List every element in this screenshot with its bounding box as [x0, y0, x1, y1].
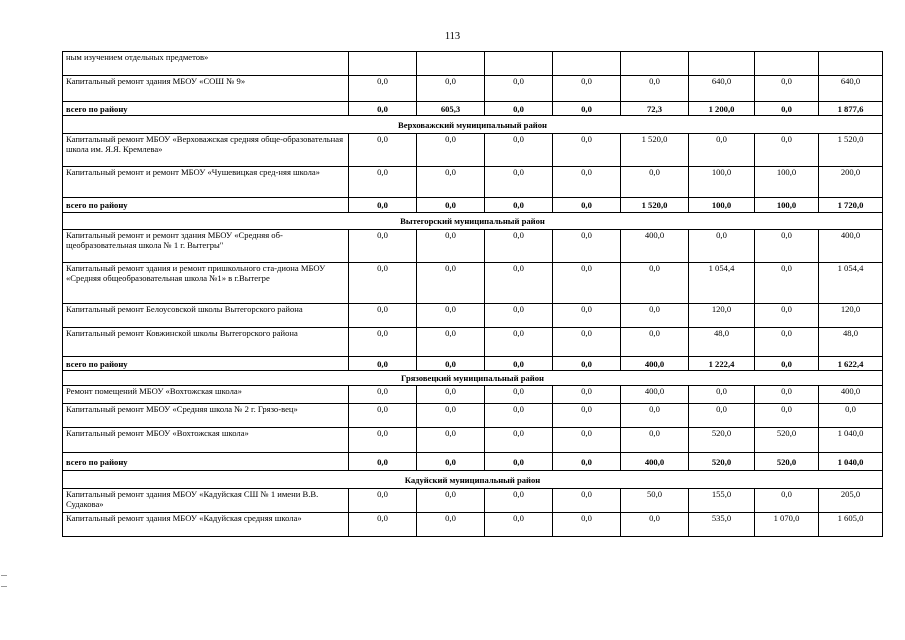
amount-cell: 0,0 [553, 263, 621, 304]
amount-cell: 0,0 [755, 489, 819, 513]
amount-cell: 0,0 [755, 357, 819, 371]
amount-cell: 0,0 [349, 304, 417, 328]
amount-cell: 0,0 [417, 357, 485, 371]
amount-cell: 1 200,0 [689, 102, 755, 116]
amount-cell: 0,0 [553, 428, 621, 453]
amount-cell: 1 520,0 [621, 198, 689, 213]
amount-cell: 520,0 [755, 453, 819, 471]
project-name: ным изучением отдельных предметов» [63, 52, 349, 76]
table-row [63, 230, 883, 263]
amount-cell: 520,0 [755, 428, 819, 453]
amount-cell: 205,0 [819, 489, 883, 513]
amount-cell: 72,3 [621, 102, 689, 116]
amount-cell: 0,0 [417, 263, 485, 304]
amount-cell: 0,0 [621, 167, 689, 198]
amount-cell: 0,0 [553, 489, 621, 513]
amount-cell: 520,0 [689, 453, 755, 471]
amount-cell: 0,0 [553, 198, 621, 213]
amount-cell: 0,0 [417, 134, 485, 167]
amount-cell: 0,0 [417, 304, 485, 328]
district-header-row [63, 116, 883, 134]
amount-cell: 0,0 [349, 357, 417, 371]
amount-cell: 0,0 [755, 76, 819, 102]
amount-cell: 1 222,4 [689, 357, 755, 371]
project-name: Капитальный ремонт здания и ремонт пришкольного ста-диона МБОУ «Средняя общеобразовательная школа №1» в г.Вытегре [63, 263, 349, 304]
district-name: Кадуйский муниципальный район [63, 471, 883, 489]
amount-cell: 0,0 [417, 198, 485, 213]
project-name: Капитальный ремонт МБОУ «Вохтожская школа» [63, 428, 349, 453]
amount-cell: 155,0 [689, 489, 755, 513]
amount-cell: 640,0 [819, 76, 883, 102]
amount-cell: 0,0 [553, 357, 621, 371]
total-label: всего по району [63, 453, 349, 471]
amount-cell [417, 52, 485, 76]
amount-cell: 0,0 [349, 489, 417, 513]
amount-cell: 0,0 [417, 428, 485, 453]
amount-cell: 520,0 [689, 428, 755, 453]
amount-cell: 0,0 [553, 102, 621, 116]
amount-cell: 0,0 [485, 428, 553, 453]
project-name: Капитальный ремонт МБОУ «Верховажская средняя обще-образовательная школа им. Я.Я. Кремлева» [63, 134, 349, 167]
amount-cell: 0,0 [485, 167, 553, 198]
amount-cell: 0,0 [417, 76, 485, 102]
amount-cell: 0,0 [485, 230, 553, 263]
amount-cell: 0,0 [349, 428, 417, 453]
amount-cell: 400,0 [621, 230, 689, 263]
amount-cell: 0,0 [621, 428, 689, 453]
amount-cell: 0,0 [755, 263, 819, 304]
amount-cell: 0,0 [819, 404, 883, 428]
amount-cell: 0,0 [349, 198, 417, 213]
amount-cell: 0,0 [755, 230, 819, 263]
amount-cell: 0,0 [417, 386, 485, 404]
amount-cell: 400,0 [621, 453, 689, 471]
amount-cell: 0,0 [349, 102, 417, 116]
amount-cell: 0,0 [621, 328, 689, 357]
amount-cell: 0,0 [755, 304, 819, 328]
amount-cell: 0,0 [689, 386, 755, 404]
amount-cell: 640,0 [689, 76, 755, 102]
amount-cell: 1 520,0 [621, 134, 689, 167]
amount-cell: 0,0 [553, 167, 621, 198]
project-name: Капитальный ремонт и ремонт МБОУ «Чушевицкая сред-няя школа» [63, 167, 349, 198]
amount-cell: 0,0 [485, 386, 553, 404]
amount-cell: 1 605,0 [819, 513, 883, 537]
amount-cell: 0,0 [485, 404, 553, 428]
amount-cell: 0,0 [417, 404, 485, 428]
amount-cell: 100,0 [689, 167, 755, 198]
project-name: Капитальный ремонт МБОУ «Средняя школа № 2 г. Грязо-вец» [63, 404, 349, 428]
project-name: Капитальный ремонт здания МБОУ «Кадуйская СШ № 1 имени В.В. Судакова» [63, 489, 349, 513]
amount-cell: 0,0 [755, 404, 819, 428]
table-row [63, 304, 883, 328]
amount-cell [553, 52, 621, 76]
amount-cell: 0,0 [349, 134, 417, 167]
amount-cell: 0,0 [417, 453, 485, 471]
amount-cell: 0,0 [485, 304, 553, 328]
amount-cell: 0,0 [621, 404, 689, 428]
amount-cell: 400,0 [621, 357, 689, 371]
amount-cell: 0,0 [621, 513, 689, 537]
amount-cell: 0,0 [689, 134, 755, 167]
table-row [63, 76, 883, 102]
amount-cell: 1 054,4 [819, 263, 883, 304]
amount-cell: 0,0 [621, 76, 689, 102]
amount-cell: 0,0 [417, 167, 485, 198]
amount-cell: 48,0 [819, 328, 883, 357]
amount-cell: 0,0 [349, 513, 417, 537]
table-row [63, 328, 883, 357]
amount-cell: 0,0 [621, 263, 689, 304]
amount-cell: 0,0 [553, 404, 621, 428]
amount-cell: 400,0 [819, 386, 883, 404]
amount-cell: 0,0 [755, 328, 819, 357]
amount-cell: 0,0 [485, 328, 553, 357]
district-total-row [63, 357, 883, 371]
amount-cell: 100,0 [755, 167, 819, 198]
amount-cell: 48,0 [689, 328, 755, 357]
total-label: всего по району [63, 357, 349, 371]
district-name: Вытегорский муниципальный район [63, 213, 883, 230]
amount-cell [349, 52, 417, 76]
amount-cell: 0,0 [553, 386, 621, 404]
project-name: Капитальный ремонт здания МБОУ «СОШ № 9» [63, 76, 349, 102]
project-name: Капитальный ремонт Ковжинской школы Вытегорского района [63, 328, 349, 357]
amount-cell: 0,0 [485, 134, 553, 167]
table-row [63, 134, 883, 167]
amount-cell: 0,0 [553, 453, 621, 471]
amount-cell: 0,0 [349, 328, 417, 357]
amount-cell [485, 52, 553, 76]
amount-cell [819, 52, 883, 76]
amount-cell: 0,0 [689, 230, 755, 263]
amount-cell: 120,0 [819, 304, 883, 328]
project-name: Капитальный ремонт здания МБОУ «Кадуйская средняя школа» [63, 513, 349, 537]
amount-cell: 0,0 [553, 513, 621, 537]
amount-cell: 400,0 [819, 230, 883, 263]
scan-edge-mark [1, 586, 7, 587]
amount-cell: 0,0 [755, 102, 819, 116]
amount-cell: 0,0 [553, 76, 621, 102]
amount-cell: 0,0 [621, 304, 689, 328]
amount-cell: 100,0 [689, 198, 755, 213]
amount-cell [689, 52, 755, 76]
amount-cell [755, 52, 819, 76]
table-row [63, 513, 883, 537]
amount-cell: 0,0 [417, 328, 485, 357]
district-name: Грязовецкий муниципальный район [63, 371, 883, 386]
district-header-row [63, 213, 883, 230]
district-header-row [63, 471, 883, 489]
table-row [63, 428, 883, 453]
amount-cell: 0,0 [553, 230, 621, 263]
amount-cell: 0,0 [349, 167, 417, 198]
amount-cell: 0,0 [485, 102, 553, 116]
amount-cell: 0,0 [755, 134, 819, 167]
amount-cell: 0,0 [349, 263, 417, 304]
table-row [63, 52, 883, 76]
district-total-row [63, 102, 883, 116]
amount-cell: 0,0 [485, 76, 553, 102]
amount-cell: 0,0 [553, 328, 621, 357]
table-row [63, 167, 883, 198]
amount-cell: 0,0 [349, 230, 417, 263]
amount-cell: 1 720,0 [819, 198, 883, 213]
amount-cell: 0,0 [485, 263, 553, 304]
amount-cell: 0,0 [417, 513, 485, 537]
amount-cell: 0,0 [485, 357, 553, 371]
project-name: Капитальный ремонт и ремонт здания МБОУ «Средняя об-щеобразовательная школа № 1 г. Вытегры" [63, 230, 349, 263]
district-total-row [63, 453, 883, 471]
total-label: всего по району [63, 102, 349, 116]
amount-cell: 120,0 [689, 304, 755, 328]
project-name: Ремонт помещений МБОУ «Вохтожская школа» [63, 386, 349, 404]
amount-cell: 1 520,0 [819, 134, 883, 167]
amount-cell: 0,0 [755, 386, 819, 404]
amount-cell: 0,0 [417, 489, 485, 513]
amount-cell: 1 040,0 [819, 428, 883, 453]
amount-cell: 0,0 [417, 230, 485, 263]
amount-cell: 1 040,0 [819, 453, 883, 471]
amount-cell: 0,0 [553, 134, 621, 167]
amount-cell: 1 054,4 [689, 263, 755, 304]
amount-cell: 605,3 [417, 102, 485, 116]
amount-cell: 0,0 [485, 453, 553, 471]
amount-cell: 0,0 [349, 76, 417, 102]
district-name: Верховажский муниципальный район [63, 116, 883, 134]
amount-cell: 0,0 [485, 198, 553, 213]
amount-cell: 0,0 [349, 453, 417, 471]
amount-cell: 0,0 [689, 404, 755, 428]
amount-cell: 100,0 [755, 198, 819, 213]
amount-cell: 0,0 [349, 386, 417, 404]
page-number: 113 [444, 31, 461, 42]
table-body [63, 52, 883, 537]
table-row [63, 386, 883, 404]
amount-cell: 50,0 [621, 489, 689, 513]
amount-cell: 0,0 [485, 489, 553, 513]
amount-cell: 1 622,4 [819, 357, 883, 371]
amount-cell: 400,0 [621, 386, 689, 404]
table-row [63, 489, 883, 513]
amount-cell: 1 070,0 [755, 513, 819, 537]
amount-cell: 0,0 [349, 404, 417, 428]
amount-cell [621, 52, 689, 76]
district-total-row [63, 198, 883, 213]
table-row [63, 263, 883, 304]
total-label: всего по району [63, 198, 349, 213]
table-row [63, 404, 883, 428]
amount-cell: 535,0 [689, 513, 755, 537]
district-header-row [63, 371, 883, 386]
amount-cell: 200,0 [819, 167, 883, 198]
amount-cell: 0,0 [553, 304, 621, 328]
amount-cell: 1 877,6 [819, 102, 883, 116]
budget-table [62, 51, 883, 537]
scan-edge-mark [1, 575, 7, 576]
project-name: Капитальный ремонт Белоусовской школы Вытегорского района [63, 304, 349, 328]
amount-cell: 0,0 [485, 513, 553, 537]
